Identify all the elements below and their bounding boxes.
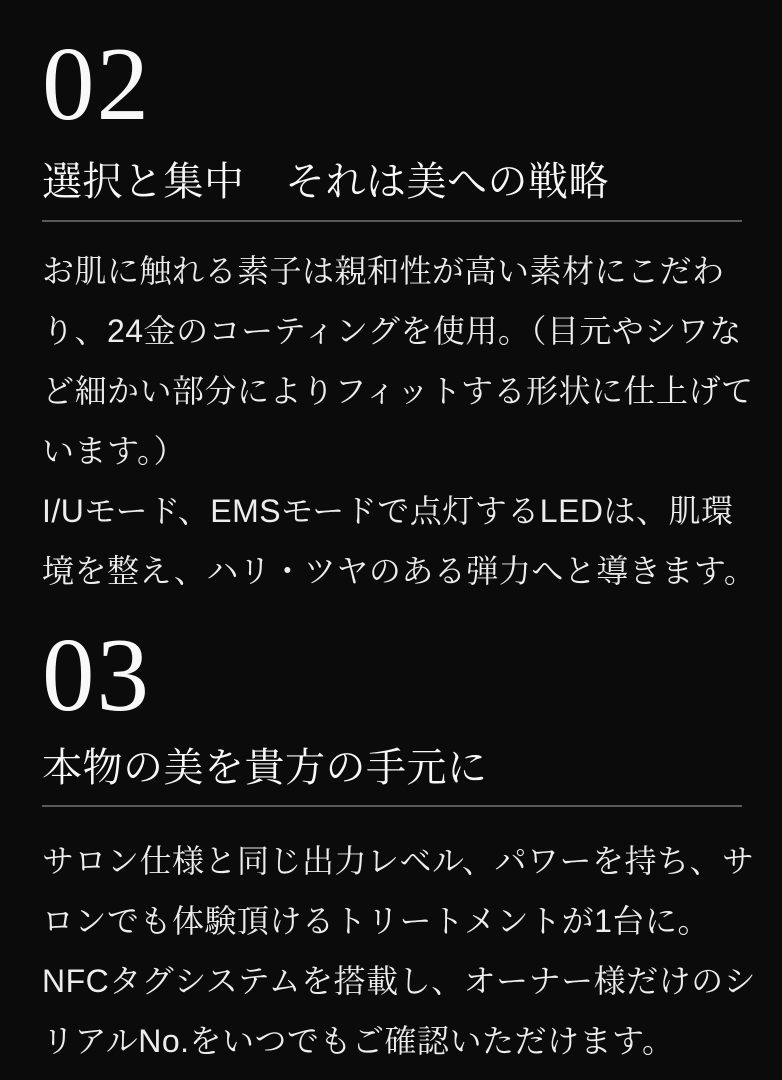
section-body <box>42 831 757 1071</box>
section-divider <box>42 805 742 807</box>
section-number: 02 <box>42 25 151 142</box>
section-heading: 本物の美を貴方の手元に <box>42 745 488 790</box>
section-body <box>42 241 757 601</box>
body-line: 境を整え、ハリ・ツヤのある弾力へと導きます。 <box>42 553 757 589</box>
section-heading: 選択と集中 それは美への戦略 <box>42 159 609 204</box>
feature-section-03 <box>42 616 757 1071</box>
section-number: 03 <box>42 616 151 733</box>
body-line: お肌に触れる素子は親和性が高い素材にこだわ <box>42 253 725 289</box>
feature-section-02 <box>42 25 757 601</box>
body-line: ど細かい部分によりフィットする形状に仕上げて <box>42 373 754 409</box>
body-line: サロン仕様と同じ出力レベル、パワーを持ち、サ <box>42 843 755 879</box>
body-line: り、24金のコーティングを使用。（目元やシワな <box>42 313 742 349</box>
body-line: NFCタグシステムを搭載し、オーナー様だけのシ <box>42 963 757 999</box>
body-line: I/Uモード、EMSモードで点灯するLEDは、肌環 <box>42 493 734 529</box>
section-divider <box>42 220 742 222</box>
body-line: ロンでも体験頂けるトリートメントが1台に。 <box>42 903 710 939</box>
body-line: リアルNo.をいつでもご確認いただけます。 <box>42 1023 675 1059</box>
body-line: います。） <box>42 433 186 469</box>
